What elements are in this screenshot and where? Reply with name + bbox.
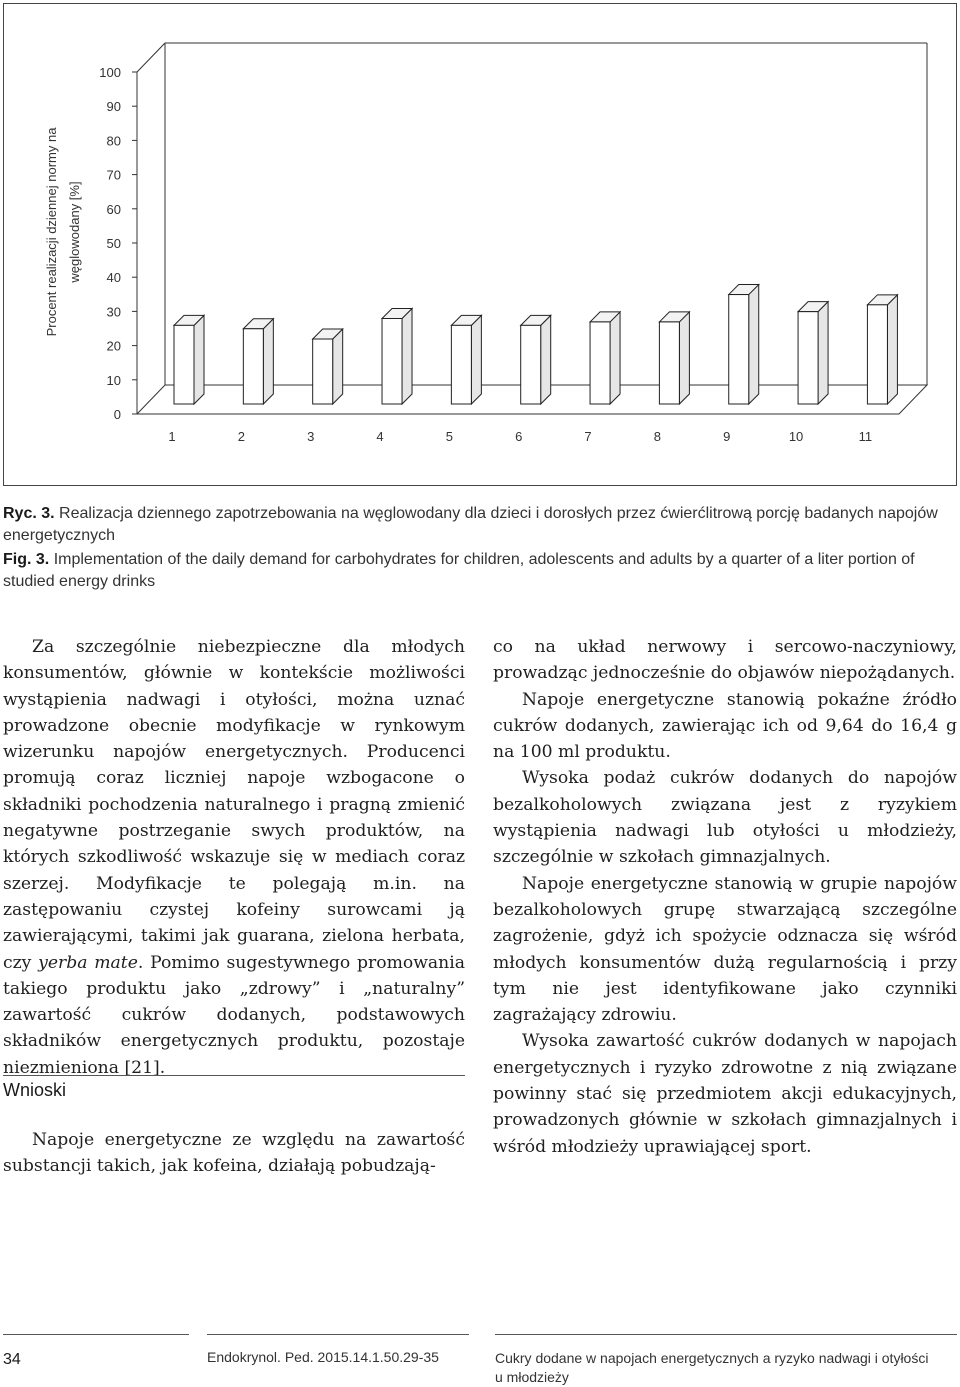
y-axis-label: Procent realizacji dziennej normy na <box>44 127 59 337</box>
bar-chart <box>4 4 956 485</box>
figure-frame <box>3 3 957 486</box>
top-depth-edge <box>137 43 165 72</box>
body-paragraph <box>3 634 465 1081</box>
x-tick-label: 9 <box>723 429 731 444</box>
section-divider <box>3 1075 465 1076</box>
bar <box>729 295 749 404</box>
paragraph-text: Za szczególnie niebezpieczne dla młodych konsumentów, głównie w kontekście możliwości wystąpienia nadwagi i otyłości, można uznać prowadzone obecnie modyfikacje w rynkowym wizerunku napojów energetycznych. Producenci promują coraz liczniej napoje wzbogacone o składniki pochodzenia naturalnego i pragną zmienić negatywne postrzeganie swych produktów, na których szkodliwość wskazuje się w mediach coraz szerzej. Modyfikacje te polegają m.in. na zastępowaniu czystej kofeiny surowcami ją zawierającymi, takimi jak guarana, zielona herbata, czy <box>3 637 465 973</box>
bar-side <box>333 329 343 404</box>
x-tick-label: 5 <box>445 429 453 444</box>
figure-caption-en <box>3 549 957 593</box>
x-tick-label: 4 <box>376 429 384 444</box>
x-tick-label: 8 <box>653 429 662 444</box>
bar-side <box>402 309 412 405</box>
y-tick-label: 70 <box>106 167 121 183</box>
bar <box>174 325 194 404</box>
x-tick-label: 2 <box>237 429 245 444</box>
body-paragraph: Napoje energetyczne ze względu na zawartość substancji takich, jak kofeina, działają pobudzają- <box>3 1130 465 1177</box>
body-paragraph: Napoje energetyczne stanowią w grupie napojów bezalkoholowych grupę stwarzającą szczególne zagrożenie, gdyż ich spożycie odznacza się wśród młodych konsumentów dużą regularnością i przy tym nie jest identyfikowane jako czynniki zagrażający zdrowiu. <box>493 873 957 1026</box>
footer-rule-left <box>3 1334 189 1335</box>
section-heading: Wnioski <box>3 1080 67 1100</box>
y-tick-label: 80 <box>106 133 121 149</box>
x-tick-label: 6 <box>515 429 523 444</box>
bar <box>313 339 333 404</box>
caption-pl-label: Ryc. 3. <box>3 505 55 522</box>
body-paragraph: Napoje energetyczne stanowią pokaźne źródło cukrów dodanych, zawierając ich od 9,64 do 16,4 g na 100 ml produktu. <box>493 689 957 763</box>
page-number: 34 <box>3 1351 21 1368</box>
bar <box>382 319 402 405</box>
y-tick-label: 40 <box>106 270 121 286</box>
x-tick-label: 11 <box>858 429 873 444</box>
bar-side <box>610 312 620 404</box>
bar-side <box>194 315 204 404</box>
y-tick-label: 50 <box>106 236 121 251</box>
bar-side <box>818 302 828 404</box>
bar <box>798 312 818 404</box>
y-tick-label: 60 <box>106 201 121 217</box>
bar <box>659 322 679 404</box>
bar <box>243 329 263 404</box>
bar-side <box>471 315 481 404</box>
x-tick-label: 10 <box>788 429 804 444</box>
bar-side <box>541 315 551 404</box>
y-tick-label: 90 <box>106 99 121 115</box>
running-title: Cukry dodane w napojach energetycznych a ryzyko nadwagi i otyłości u młodzieży <box>495 1350 929 1385</box>
footer-rule-middle <box>207 1334 469 1335</box>
conclusion-text <box>3 1127 465 1180</box>
body-paragraph: Wysoka podaż cukrów dodanych do napojów bezalkoholowych związana jest z ryzykiem wystąpienia nadwagi lub otyłości u młodzieży, szczególnie w szkołach gimnazjalnych. <box>493 768 957 868</box>
bar-side <box>887 295 897 404</box>
bar <box>590 322 610 404</box>
bar <box>867 305 887 404</box>
bar-side <box>679 312 689 404</box>
x-tick-label: 3 <box>307 429 315 444</box>
caption-en-text: Implementation of the daily demand for carbohydrates for children, adolescents and adults by a quarter of a liter portion of studied energy drinks <box>3 551 915 590</box>
journal-reference: Endokrynol. Ped. 2015.14.1.50.29-35 <box>207 1349 439 1365</box>
y-axis-label: węglowodany [%] <box>67 181 82 283</box>
bar-side <box>263 319 273 404</box>
italic-term: yerba mate <box>38 952 138 973</box>
bar-side <box>749 285 759 404</box>
body-paragraph: co na układ nerwowy i sercowo-naczyniowy, prowadząc jednocześnie do objawów niepożądanych. <box>493 637 957 684</box>
y-tick-label: 20 <box>106 338 121 354</box>
left-column <box>3 634 465 1081</box>
x-tick-label: 1 <box>168 429 176 444</box>
bar <box>521 325 541 404</box>
y-tick-label: 100 <box>99 65 121 80</box>
y-tick-label: 30 <box>106 304 121 320</box>
caption-pl-text: Realizacja dziennego zapotrzebowania na węglowodany dla dzieci i dorosłych przez ćwierćlitrową porcję badanych napojów energetycznych <box>3 505 938 544</box>
right-column <box>493 634 957 1160</box>
y-tick-label: 0 <box>113 407 121 422</box>
y-tick-label: 10 <box>106 372 121 388</box>
figure-caption-pl <box>3 503 957 547</box>
body-paragraph: Wysoka zawartość cukrów dodanych w napojach energetycznych i ryzyko zdrowotne z nią związane powinny stać się przedmiotem akcji edukacyjnych, prowadzonych głównie w szkołach gimnazjalnych i wśród młodzieży uprawiającej sport. <box>493 1031 957 1157</box>
bar <box>451 325 471 404</box>
caption-en-label: Fig. 3. <box>3 551 50 568</box>
x-tick-label: 7 <box>584 429 592 444</box>
paragraph-text-cont: . Pomimo sugestywnego promowania takiego produktu jako „zdrowy” i „naturalny” zawartość cukrów dodanych, podstawowych składników energetycznych produktu, pozostaje niezmieniona [21]. <box>3 952 465 1078</box>
footer-rule-right <box>495 1334 957 1335</box>
